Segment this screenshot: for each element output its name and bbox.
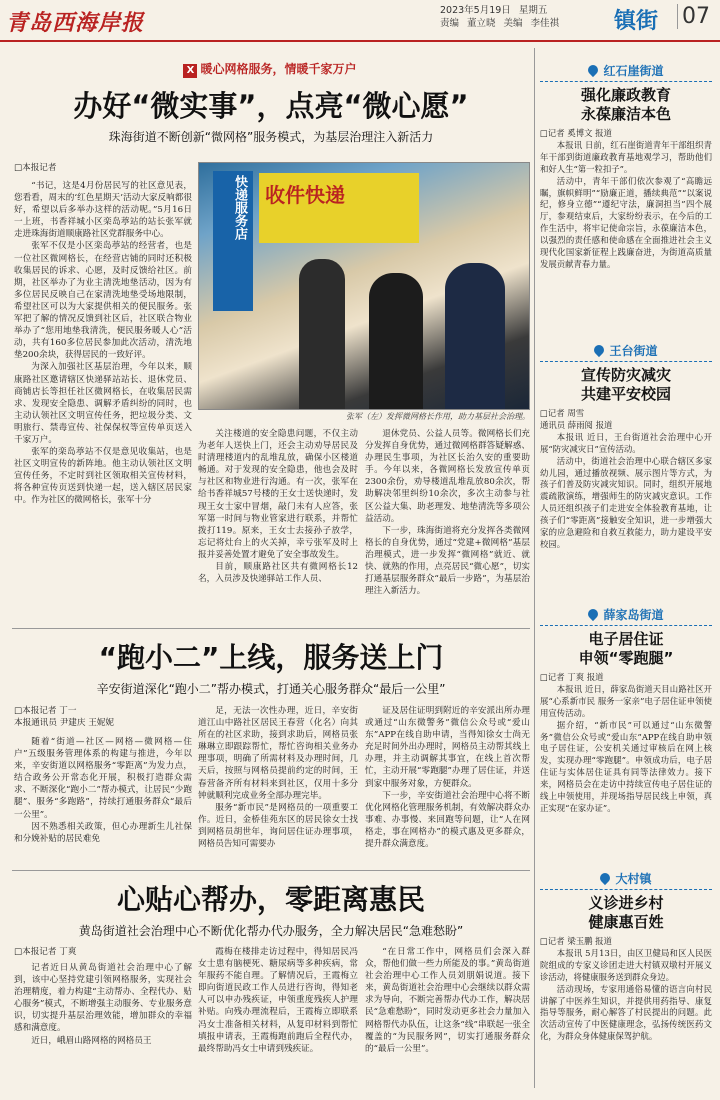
paragraph: 本报讯 日前，红石崖街道青年干部组织青年干部到街道廉政教育基地观学习，帮助他们和好人生“第一粒扣子”。 [540, 139, 712, 174]
brief-location [540, 604, 712, 626]
designer-name: 李佳祺 [530, 18, 560, 29]
paragraph: 下一步，辛安街道社会治理中心将不断优化网格化管理服务机制，有效解决群众办事难、办事慢、来回跑等问题，让“人在网格走，事在网格办”的模式惠及更多群众，提升群众满意度。 [365, 790, 530, 850]
divider [12, 628, 530, 629]
paragraph: 随着“街道—社区—网格—微网格—住户”五级服务管理体系的构建与推进，今年以来，辛安街道以网格服务“零距离”为发力点，结合政务公开常态化开展，积极打造群众需求、不断深化“跑小二”帮办模式，让居民“少跑腿”、服务“多跑路”，持续打通服务群众“最后一公里”。 [14, 737, 192, 820]
brief-location [540, 340, 712, 362]
editor-label: 责编 [440, 18, 460, 29]
brief-title[interactable]: 强化廉政教育 永葆廉洁本色 [580, 86, 671, 123]
person-figure [299, 259, 345, 409]
article1-col1 [14, 180, 192, 625]
paragraph: 张军的栾岛葶站不仅是意见收集站，也是社区文明宣传的新阵地。他主动认领社区文明宣传任务，不定时到社区领取相关宣传材料，将各种宣传页送到快递一起，送入辖区居民家中。作为社区的微网格长，张军十分 [14, 447, 192, 506]
editor-name: 董立晓 [467, 18, 496, 29]
article3-col2 [198, 946, 358, 1090]
designer-label: 美编 [503, 18, 523, 29]
kicker-badge: X [183, 64, 197, 78]
section-name: 镇街 [614, 9, 659, 34]
paragraph: 本报讯 近日，薛家岛街道天目山路社区开展“心系新市民 服务一家亲”电子居住证申领使用宣传活动。 [540, 683, 712, 718]
brief-body [540, 672, 712, 862]
paragraph: 下一步，珠海街道将充分发挥各类微网格长的自身优势，通过“党建+微网格”基层治理模式，进一步发挥“微网格”就近、就快、就熟的作用，点亮居民“微心愿”，切实打通基层服务群众“最后一步路”，为基层治理注入新活力。 [365, 525, 530, 597]
sidebar-brief-4 [540, 868, 712, 1090]
photo-sign: 快递服务店 [213, 171, 253, 311]
paragraph: 本报讯 5月13日，由区卫健局和区人民医院组成的专家义诊团走进大村镇双墩村开展义诊活动，将健康服务送到群众身边。 [540, 947, 712, 982]
column-divider [534, 48, 535, 1088]
sidebar-brief-2 [540, 340, 712, 590]
newspaper-logo: 青岛西海岸报 [6, 10, 145, 36]
paragraph: 张军不仅是小区栾岛葶站的经营者，也是一位社区微网格长，在经营店铺的同时还积极收集居民的诉求、心愿，及时反馈给社区。前期，社区举办了为业主清洗地垫活动，因为有多位居民反映自己在家清洗地垫受场地限制，希望社区可以为大家提供相关的便民服务。张军把了解的情况反馈到社区后，社区联合物业举办了“您用地垫我清洗，便民服务暖人心”活动，共有160多位居民参加此次活动，清洗地垫200余块，获得居民的一致好评。 [14, 241, 192, 361]
paragraph: 近日，峨眉山路网格的网格员王 [31, 1035, 152, 1046]
paragraph: 退休党员、公益人员等。微网格长们充分发挥自身优势，通过微网格群答疑解惑、办理民生事项，为社区长治久安的重要助手。今年以来，各微网格长发放宣传单页2300余份，劝导楼道乱堆乱放80余次，帮助解决邻里纠纷10余次，多次主动参与社区公益大集、助老理发、地垫清洗等多项公益活动。 [365, 429, 530, 524]
photo-banner: 收件快递 [259, 173, 419, 243]
paragraph: “书记，这是4月份居民写的社区意见表，您看看，周末的‘红色星期天’活动大家反响都很好，希望以后多举办这样的活动呢。”5月16日一上班，书香祥城小区栾岛葶站的站长张军就走进珠海街道顺康路社区党群服务中心。 [14, 181, 192, 240]
brief-place: 王台街道 [609, 344, 658, 358]
article2-subhead: 辛安街道深化“跑小二”帮办模式，打通关心服务群众“最后一公里” [96, 682, 446, 696]
brief-location [540, 868, 712, 890]
brief-body [540, 408, 712, 590]
paragraph: 证及居住证明到附近的辛安派出所办理或通过“山东微警务”微信公众号或“爱山东”APP在线自助申请，当得知徐女士尚无充足时间外出办理时，网格员主动帮其线上办理，并主动调解其事宜，在线上首次帮忙，主动开展“零跑腿”办理了居住证，并送到家中服务对象，方便群众。 [365, 706, 530, 789]
masthead [0, 0, 720, 42]
paragraph: 活动中，青年干部们依次参观了“高瞻远瞩，旗帜鲜明”“励廉正道，播续典范”“以案说纪，修身立德”“遵纪守法，廉洞担当”四个展厅，参观结束后，大家纷纷表示，在今后的工作生活中，将牢记使命宗旨，永葆廉洁本色，以强烈的责任感和使命感在全面推进社会主义现代化国家新征程上践廉奋进，为街道高质量发展贡献青春力量。 [540, 175, 712, 269]
paragraph: 为深入加强社区基层治理，今年以来，顺康路社区邀请辖区快递驿站站长、退休党员、商铺店长等担任社区微网格长，在收集居民需求、发现安全隐患、调解矛盾纠纷的同时，也主动认领社区文明宣传任务，把垃圾分类、文明旅行、禁毒宣传、社保保权等宣传单页送入千家万户。 [14, 362, 192, 445]
issue-date: 2023年5月19日 [440, 5, 511, 16]
article3-subhead: 黄岛街道社会治理中心不断优化帮办代办服务，全力解决居民“急难愁盼” [78, 924, 464, 938]
brief-place: 大村镇 [615, 872, 652, 886]
article3-col3 [365, 946, 530, 1090]
brief-byline: □记者 丁爽 报道 [540, 672, 604, 682]
paragraph: “在日常工作中，网格员们会深入群众，帮他们做一些力所能及的事。”黄岛街道社会治理中心工作人员刘朋娟说道。接下来，黄岛街道社会治理中心会继续以群众需求为导向，不断完善帮办代办工作，解决居民“急难愁盼”，同时发动更多社会力量加入网格帮代办队伍，让这条“线”串联起一张全覆盖的“为民服务网”，切实打通服务群众的“最后一公里”。 [365, 947, 530, 1054]
article2-col1 [14, 736, 192, 866]
news-photo[interactable] [198, 162, 530, 410]
paragraph: 目前，顺康路社区共有微网格长12名，入员涉及快递驿站工作人员、 [198, 562, 358, 585]
person-figure [445, 263, 505, 409]
article1-subhead: 珠海街道不断创新“微网格”服务模式，为基层治理注入新活力 [108, 130, 434, 144]
brief-body [540, 128, 712, 323]
kicker [170, 60, 370, 80]
location-pin-icon [598, 871, 612, 885]
brief-location [540, 60, 712, 82]
sidebar-brief-1 [540, 60, 712, 325]
brief-byline: □记者 周雪 通讯员 薛雨阅 报道 [540, 408, 613, 430]
paragraph: 记者近日从黄岛街道社会治理中心了解到，该中心坚持党建引领网格服务，实现社会治理精度，着力构建“主动帮办、全程代办、贴心服务”模式，不断增强主动服务、专业服务意识，切实提升基层治理效能，增加群众的幸福感和满意度。 [14, 963, 192, 1034]
brief-title[interactable]: 义诊进乡村 健康惠百姓 [588, 894, 664, 931]
person-figure [369, 273, 423, 409]
brief-byline: □记者 梁玉鹏 报道 [540, 936, 612, 946]
brief-place: 红石崖街道 [603, 64, 664, 78]
paragraph: 因不熟悉相关政策，但心办理新生儿社保和分娩补贴的居民难免 [14, 821, 192, 844]
brief-body [540, 936, 712, 1100]
paragraph: 足，无法一次性办理，近日，辛安街道江山中路社区居民王春营（化名）向其所在的社区求助，接到求助后，网格员张琳琳立即跟踪帮忙，帮忙咨询相关业务办理事项，明确了所需材料及办理时间，几天后，按照与网格员提前约定的时间，王春营备齐所有材料来到社区，仅用十多分钟就顺利完成业务全部办理完毕。 [198, 706, 358, 801]
brief-place: 薛家岛街道 [603, 608, 664, 622]
article1-byline: □本报记者 [14, 163, 57, 173]
paragraph: 霞梅在楼排走访过程中，得知居民冯女士患有脑梗死、糖尿病等多种疾病，常年服药不能自理。了解情况后，王霞梅立即向街道民政工作人员进行咨询，得知老人可以申办残疾证，申领重度残疾人护理补贴。向残办理流程后，王霞梅立即联系冯女士准备相关材料，从复印材料到帮忙填报申请表，王霞梅跑前跑后全程代办，最终帮助冯女士申请到残疾证。 [198, 947, 358, 1054]
issue-weekday: 星期五 [518, 5, 548, 16]
article2-col2 [198, 705, 358, 866]
page-number: 07 [677, 4, 710, 29]
article2-byline: □本报记者 丁一 本报通讯员 尹建庆 王妮妮 [14, 706, 114, 729]
paragraph: 服务“新市民”是网格员的一项重要工作。近日，金桥佳苑东区的居民徐女士找到网格员胡世年，询问居住证办理事项，网格员告知可需要办 [198, 802, 358, 850]
paragraph: 关注楼道的安全隐患问题，不仅主动为老年人送快上门，还会主动劝导居民及时清理楼道内的乱堆乱放，确保小区楼道畅通。对于发现的安全隐患，他也会及时与社区和物业进行沟通。有一次，张军在给书香祥城57号楼的王女士送快递时，发现王女士家中冒烟，敲门未有人应答，张军第一时间与物业管家进行联系，并帮忙拨打119。原来，王女士去接孙子放学，忘记将灶台上的火关掉，幸亏张军及时上报并妥善处置才避免了安全事故发生。 [198, 429, 358, 560]
kicker-text: 暖心网格服务，情暖千家万户 [200, 62, 357, 76]
paragraph: 据介绍，“新市民”可以通过“山东微警务”微信公众号或“爱山东”APP在线自助申领电子居住证，公安机关通过审核后在网上核发，实现办理“零跑腿”。申领成功后，电子居住证与实体居住证具有同等法律效力。接下来，网格员会在走访中持续宣传电子居住证的线上申领使用，并现场指导居民线上申领，真正实现“在家办证”。 [540, 719, 712, 813]
article1-col2 [198, 428, 358, 623]
location-pin-icon [592, 343, 606, 357]
article1-headline[interactable]: 办好“微实事”，点亮“微心愿” [73, 89, 469, 123]
article2-headline[interactable]: “跑小二”上线，服务送上门 [98, 641, 444, 674]
location-pin-icon [586, 63, 600, 77]
paragraph: 活动现场，专家用通俗易懂的语言向村民讲解了中医养生知识，并提供用药指导、康复指导等服务，耐心解答了村民提出的问题。此次活动宣传了中医健康理念，弘扬传统医药文化，为群众身体健康保驾护航。 [540, 983, 712, 1042]
article1-col3 [365, 428, 530, 623]
article3-headline[interactable]: 心贴心帮办，零距离惠民 [116, 883, 425, 916]
brief-title[interactable]: 宣传防灾减灾 共建平安校园 [580, 366, 671, 403]
article3-col1 [14, 962, 192, 1090]
sidebar-brief-3 [540, 604, 712, 854]
location-pin-icon [586, 607, 600, 621]
brief-title[interactable]: 电子居住证 申领“零跑腿” [578, 630, 674, 667]
issue-meta [440, 4, 567, 30]
photo-caption: 张军（左）发挥微网格长作用，助力基层社会治理。 [346, 412, 530, 421]
article2-col3 [365, 705, 530, 866]
paragraph: 活动中，街道社会治理中心联合辖区多家幼儿园，通过播放视频、展示图片等方式，为孩子们普及防灾减灾知识。同时，组织开展地震疏散演练，增强师生的防灾减灾意识。工作人员还组织孩子们走进安全体验教育基地，让孩子们“零距离”接触安全知识，进一步增强大家的应急避险和自救互救能力，助力建设平安校园。 [540, 455, 712, 549]
article3-byline: □本报记者 丁爽 [14, 947, 77, 957]
divider [12, 870, 530, 871]
brief-byline: □记者 奚博文 报道 [540, 128, 612, 138]
paragraph: 本报讯 近日，王台街道社会治理中心开展“防灾减灾日”宣传活动。 [540, 431, 712, 454]
